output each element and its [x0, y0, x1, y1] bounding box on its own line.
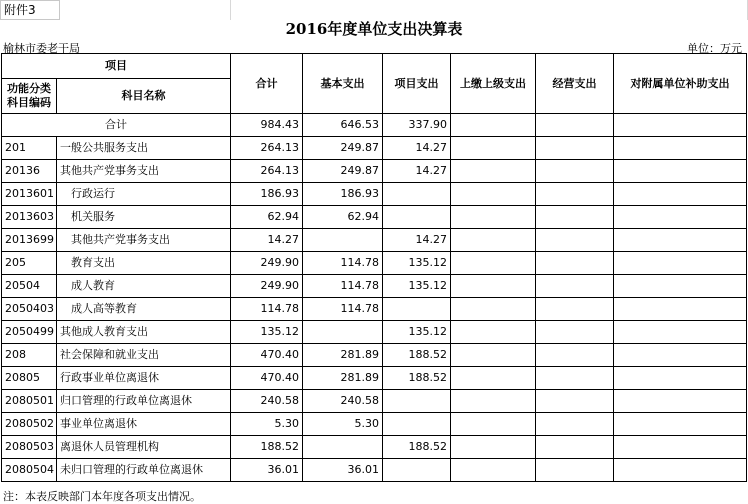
header-project: 项目	[2, 54, 231, 79]
empty-cell	[451, 229, 536, 252]
unit-label: 单位：万元	[687, 42, 742, 55]
amount-basic	[303, 321, 383, 344]
table-row	[2, 183, 747, 206]
empty-cell	[536, 367, 614, 390]
header-total: 合计	[231, 54, 303, 114]
empty-cell	[536, 137, 614, 160]
empty-cell	[451, 413, 536, 436]
table-row	[2, 275, 747, 298]
account-name: 行政事业单位离退休	[57, 367, 231, 390]
amount-total: 264.13	[231, 137, 303, 160]
account-name: 归口管理的行政单位离退休	[57, 390, 231, 413]
header-subsidy: 对附属单位补助支出	[614, 54, 747, 114]
amount-project: 188.52	[383, 367, 451, 390]
account-name: 成人高等教育	[57, 298, 231, 321]
amount-basic: 249.87	[303, 160, 383, 183]
account-name: 一般公共服务支出	[57, 137, 231, 160]
account-code: 2080502	[2, 413, 57, 436]
amount-project: 188.52	[383, 344, 451, 367]
table-row	[2, 390, 747, 413]
amount-total: 188.52	[231, 436, 303, 459]
total-basic: 646.53	[303, 114, 383, 137]
amount-total: 240.58	[231, 390, 303, 413]
expenditure-table	[1, 53, 747, 482]
amount-basic: 281.89	[303, 344, 383, 367]
account-code: 2013699	[2, 229, 57, 252]
empty-cell	[614, 367, 747, 390]
amount-total: 135.12	[231, 321, 303, 344]
amount-project: 188.52	[383, 436, 451, 459]
account-code: 2080503	[2, 436, 57, 459]
amount-basic	[303, 229, 383, 252]
table-row	[2, 160, 747, 183]
amount-total: 62.94	[231, 206, 303, 229]
amount-basic: 5.30	[303, 413, 383, 436]
amount-basic: 36.01	[303, 459, 383, 482]
amount-project	[383, 183, 451, 206]
account-code: 205	[2, 252, 57, 275]
empty-cell	[614, 160, 747, 183]
empty-cell	[451, 137, 536, 160]
empty-cell	[614, 344, 747, 367]
total-amount: 984.43	[231, 114, 303, 137]
amount-total: 114.78	[231, 298, 303, 321]
amount-project: 135.12	[383, 321, 451, 344]
account-code: 208	[2, 344, 57, 367]
amount-basic: 114.78	[303, 298, 383, 321]
table-row	[2, 459, 747, 482]
amount-project: 135.12	[383, 275, 451, 298]
empty-cell	[536, 298, 614, 321]
empty-cell	[536, 160, 614, 183]
empty-cell	[451, 183, 536, 206]
empty-cell	[451, 252, 536, 275]
empty-cell	[536, 344, 614, 367]
account-code: 201	[2, 137, 57, 160]
empty-cell	[614, 436, 747, 459]
amount-basic: 281.89	[303, 367, 383, 390]
account-name: 事业单位离退休	[57, 413, 231, 436]
amount-total: 264.13	[231, 160, 303, 183]
table-row	[2, 367, 747, 390]
header-business: 经营支出	[536, 54, 614, 114]
organization-name: 榆林市委老干局	[3, 42, 80, 55]
amount-total: 470.40	[231, 367, 303, 390]
account-name: 其他共产党事务支出	[57, 160, 231, 183]
account-name: 未归口管理的行政单位离退休	[57, 459, 231, 482]
empty-cell	[451, 160, 536, 183]
empty-cell	[451, 206, 536, 229]
amount-project	[383, 206, 451, 229]
account-code: 2080501	[2, 390, 57, 413]
table-row	[2, 413, 747, 436]
account-code: 2080504	[2, 459, 57, 482]
account-code: 20136	[2, 160, 57, 183]
empty-cell	[536, 459, 614, 482]
account-name: 成人教育	[57, 275, 231, 298]
sheet-gridline	[230, 0, 231, 20]
account-name: 离退休人员管理机构	[57, 436, 231, 459]
account-code: 20805	[2, 367, 57, 390]
amount-project	[383, 413, 451, 436]
amount-basic: 249.87	[303, 137, 383, 160]
amount-total: 249.90	[231, 275, 303, 298]
empty-cell	[614, 275, 747, 298]
table-row	[2, 137, 747, 160]
total-project: 337.90	[383, 114, 451, 137]
table-row	[2, 252, 747, 275]
account-code: 2050403	[2, 298, 57, 321]
empty-cell	[536, 413, 614, 436]
footnote: 注：本表反映部门本年度各项支出情况。	[3, 490, 201, 503]
table-row	[2, 321, 747, 344]
empty-cell	[614, 183, 747, 206]
empty-cell	[451, 436, 536, 459]
empty-cell	[451, 344, 536, 367]
amount-basic: 114.78	[303, 275, 383, 298]
empty-cell	[614, 252, 747, 275]
empty-cell	[614, 206, 747, 229]
table-row	[2, 344, 747, 367]
amount-basic: 240.58	[303, 390, 383, 413]
account-name: 其他成人教育支出	[57, 321, 231, 344]
account-name: 行政运行	[57, 183, 231, 206]
empty-cell	[614, 390, 747, 413]
empty-cell	[614, 229, 747, 252]
amount-total: 5.30	[231, 413, 303, 436]
amount-project	[383, 298, 451, 321]
empty-cell	[614, 321, 747, 344]
amount-project	[383, 459, 451, 482]
empty-cell	[536, 252, 614, 275]
amount-basic: 186.93	[303, 183, 383, 206]
empty-cell	[536, 390, 614, 413]
page-title: 2016年度单位支出决算表	[285, 20, 463, 38]
amount-total: 470.40	[231, 344, 303, 367]
account-code: 2013601	[2, 183, 57, 206]
header-code: 功能分类 科目编码	[2, 79, 57, 114]
attachment-label: 附件3	[0, 0, 60, 20]
empty-cell	[536, 275, 614, 298]
amount-basic: 114.78	[303, 252, 383, 275]
amount-basic	[303, 436, 383, 459]
amount-project	[383, 390, 451, 413]
empty-cell	[451, 321, 536, 344]
empty-cell	[614, 413, 747, 436]
account-code: 2013603	[2, 206, 57, 229]
empty-cell	[451, 367, 536, 390]
amount-total: 36.01	[231, 459, 303, 482]
empty-cell	[536, 183, 614, 206]
account-name: 教育支出	[57, 252, 231, 275]
amount-total: 186.93	[231, 183, 303, 206]
empty-cell	[451, 298, 536, 321]
account-code: 2050499	[2, 321, 57, 344]
amount-project: 14.27	[383, 229, 451, 252]
account-name: 社会保障和就业支出	[57, 344, 231, 367]
empty-cell	[536, 321, 614, 344]
header-basic: 基本支出	[303, 54, 383, 114]
amount-project: 14.27	[383, 160, 451, 183]
table-row	[2, 436, 747, 459]
empty-cell	[451, 459, 536, 482]
empty-cell	[536, 436, 614, 459]
empty-cell	[614, 298, 747, 321]
header-upper: 上缴上级支出	[451, 54, 536, 114]
empty-cell	[536, 206, 614, 229]
empty-cell	[451, 275, 536, 298]
total-row	[2, 114, 747, 137]
table-row	[2, 298, 747, 321]
header-name: 科目名称	[57, 79, 231, 114]
table-row	[2, 229, 747, 252]
amount-total: 14.27	[231, 229, 303, 252]
empty-cell	[451, 390, 536, 413]
account-code: 20504	[2, 275, 57, 298]
empty-cell	[536, 229, 614, 252]
amount-project: 14.27	[383, 137, 451, 160]
amount-project: 135.12	[383, 252, 451, 275]
table-row	[2, 206, 747, 229]
total-label: 合计	[2, 114, 231, 137]
account-name: 其他共产党事务支出	[57, 229, 231, 252]
empty-cell	[614, 459, 747, 482]
amount-total: 249.90	[231, 252, 303, 275]
amount-basic: 62.94	[303, 206, 383, 229]
empty-cell	[614, 137, 747, 160]
header-project-expense: 项目支出	[383, 54, 451, 114]
account-name: 机关服务	[57, 206, 231, 229]
